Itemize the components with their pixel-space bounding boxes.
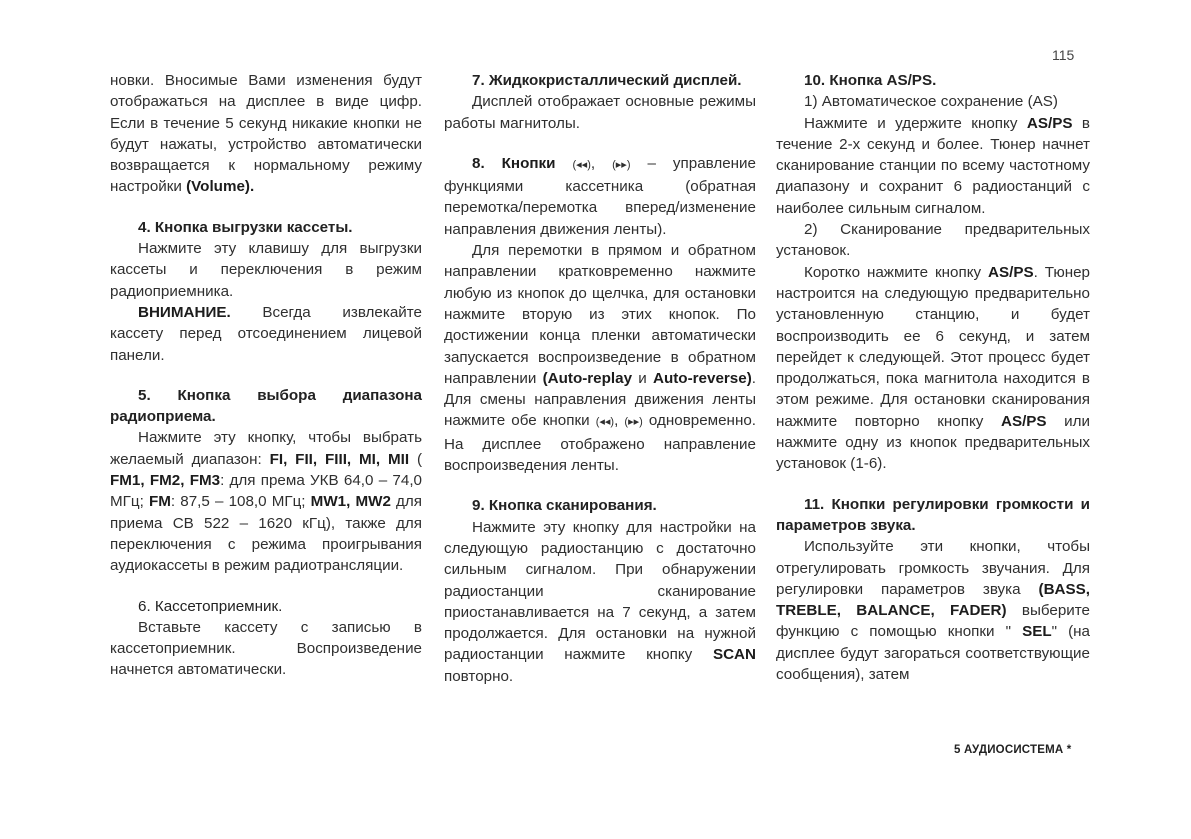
paragraph-auto-store: 1) Автоматическое сохранение (AS) bbox=[804, 93, 1058, 111]
paragraph-scan bbox=[444, 517, 756, 687]
paragraph-text: " (на дисплее будут загораться соответствующие сообщения), затем bbox=[776, 623, 1090, 684]
band-terms: MW1, MW2 bbox=[310, 493, 391, 511]
page-number: 115 bbox=[1052, 47, 1075, 63]
as-ps-term: AS/PS bbox=[1000, 412, 1047, 430]
paragraph-text: : 87,5 – 108,0 МГц; bbox=[170, 493, 311, 511]
paragraph-text: : для према УКВ 64,0 – 74,0 МГц; bbox=[110, 472, 422, 511]
paragraph-text: Коротко нажмите кнопку bbox=[804, 263, 989, 281]
fast-forward-icon: (▸▸) bbox=[624, 416, 643, 429]
paragraph-rewind bbox=[444, 240, 756, 476]
fast-forward-icon: (▸▸) bbox=[612, 158, 631, 171]
paragraph-text: – управление функциями кассетника (обратная перемотка/перемотка вперед/изменение направления движения ленты). bbox=[444, 154, 756, 238]
text-column-left bbox=[110, 70, 422, 681]
paragraph-text: Используйте эти кнопки, чтобы отрегулировать громкость звучания. Для регулировки параметров звука bbox=[776, 538, 1090, 598]
sel-term: SEL bbox=[1022, 623, 1052, 641]
heading-band-select: 5. Кнопка выбора диапазона радиоприема. bbox=[110, 386, 422, 426]
paragraph-text: повторно. bbox=[444, 667, 514, 685]
paragraph-lcd-display: Дисплей отображает основные режимы работы магнитолы. bbox=[444, 93, 756, 132]
heading-lcd-display: 7. Жидкокристаллический дисплей. bbox=[472, 72, 742, 89]
heading-scan: 9. Кнопка сканирования. bbox=[472, 497, 657, 515]
paragraph-volume-setup bbox=[110, 70, 422, 198]
as-ps-term: AS/PS bbox=[988, 263, 1034, 281]
paragraph-text: Нажмите эту кнопку для настройки на следующую радиостанцию с достаточно сильным сигналом. При обнаружении радиостанции сканирование приостанавливается на 7 секунд, а затем продолжается. Для остановки на нужной радиостанции нажмите кнопку bbox=[444, 518, 756, 664]
paragraph-text: выберите функцию с помощью кнопки " bbox=[776, 602, 1091, 641]
heading-volume-sound: 11. Кнопки регулировки громкости и параметров звука. bbox=[776, 495, 1090, 534]
paragraph-cassette-buttons bbox=[444, 153, 756, 240]
rewind-icon: (◂◂) bbox=[572, 158, 591, 171]
sound-params-term: (BASS, TREBLE, BALANCE, FADER) bbox=[776, 580, 1090, 620]
paragraph-text: Нажмите эту кнопку, чтобы выбрать желаемый диапазон: bbox=[110, 429, 422, 468]
paragraph-text: Нажмите и удержите кнопку bbox=[804, 114, 1027, 132]
warning-text: Всегда извлекайте кассету перед отсоединением лицевой панели. bbox=[110, 303, 422, 364]
paragraph-warning bbox=[110, 302, 422, 366]
paragraph-auto-store-howto bbox=[776, 113, 1090, 219]
paragraph-text: одновременно. На дисплее отображено направление воспроизведения ленты. bbox=[444, 412, 756, 475]
paragraph-preset-scan-howto bbox=[776, 262, 1090, 475]
rewind-icon: (◂◂) bbox=[595, 416, 615, 429]
heading-cassette-buttons: 8. Кнопки bbox=[472, 154, 573, 172]
scan-term: SCAN bbox=[712, 646, 756, 664]
paragraph-preset-scan: 2) Сканирование предварительных установок. bbox=[776, 221, 1090, 260]
volume-term: (Volume). bbox=[186, 178, 255, 196]
section-footer: 5 АУДИОСИСТЕМА * bbox=[954, 744, 1072, 756]
band-terms: FI, FII, FIII, MI, MII bbox=[269, 450, 410, 468]
band-terms: FM1, FM2, FM3 bbox=[110, 472, 221, 490]
paragraph-text: для приема СВ 522 – 1620 кГц), также для переключения с режима проигрывания аудиокассеты в режим радиотрансляции. bbox=[110, 493, 423, 575]
warning-label: ВНИМАНИЕ. bbox=[138, 303, 231, 321]
separator: , bbox=[590, 154, 613, 172]
paragraph-band-select bbox=[110, 427, 422, 576]
heading-cassette-slot: 6. Кассетоприемник. bbox=[138, 597, 283, 615]
paragraph-volume-sound bbox=[776, 536, 1090, 685]
paragraph-text: и bbox=[632, 369, 653, 387]
paragraph-text: или нажмите одну из кнопок предварительных установок (1-6). bbox=[776, 412, 1090, 473]
paragraph-text: Для перемотки в прямом и обратном направлении кратковременно нажмите любую из кнопок до щелчка, для остановки нажмите вторую из этих кнопок. По достижении конца пленки автоматически запускается воспроизведение в обратном направлении bbox=[444, 242, 756, 387]
paragraph-text: . Тюнер настроится на следующую предварительно установленную станцию, и будет воспроизводить ее 6 секунд, и затем перейдет к следующей. Этот процесс будет продолжаться, пока магнитола находится в этом режиме. Для остановки сканирования нажмите повторно кнопку bbox=[776, 263, 1090, 430]
separator: , bbox=[614, 412, 625, 430]
paragraph-text: ( bbox=[409, 450, 423, 468]
as-ps-term: AS/PS bbox=[1026, 114, 1073, 132]
band-terms: FM bbox=[148, 493, 171, 511]
text-column-right bbox=[776, 70, 1090, 685]
paragraph-cassette-slot: Вставьте кассету с записью в кассетоприемник. Воспроизведение начнется автоматически. bbox=[110, 618, 422, 679]
auto-reverse-term: Auto-reverse) bbox=[653, 369, 752, 387]
heading-as-ps: 10. Кнопка AS/PS. bbox=[804, 72, 937, 89]
paragraph-text: в течение 2-х секунд и более. Тюнер начнет сканирование станции по всему частотному диапазону и сохранит 6 радиостанций с наиболее сильным сигналом. bbox=[776, 114, 1090, 217]
paragraph-cassette-eject: Нажмите эту клавишу для выгрузки кассеты и переключения в режим радиоприемника. bbox=[110, 240, 422, 300]
auto-replay-term: (Auto-replay bbox=[542, 369, 633, 387]
paragraph-text: . Для смены направления движения ленты нажмите обе кнопки bbox=[444, 369, 756, 430]
heading-cassette-eject: 4. Кнопка выгрузки кассеты. bbox=[138, 218, 353, 236]
text-column-middle bbox=[444, 70, 756, 687]
paragraph-text: новки. Вносимые Вами изменения будут отображаться на дисплее в виде цифр. Если в течение 5 секунд никакие кнопки не будут нажаты, устройство автоматически возвращается к нормальному режиму настройки bbox=[110, 72, 422, 196]
